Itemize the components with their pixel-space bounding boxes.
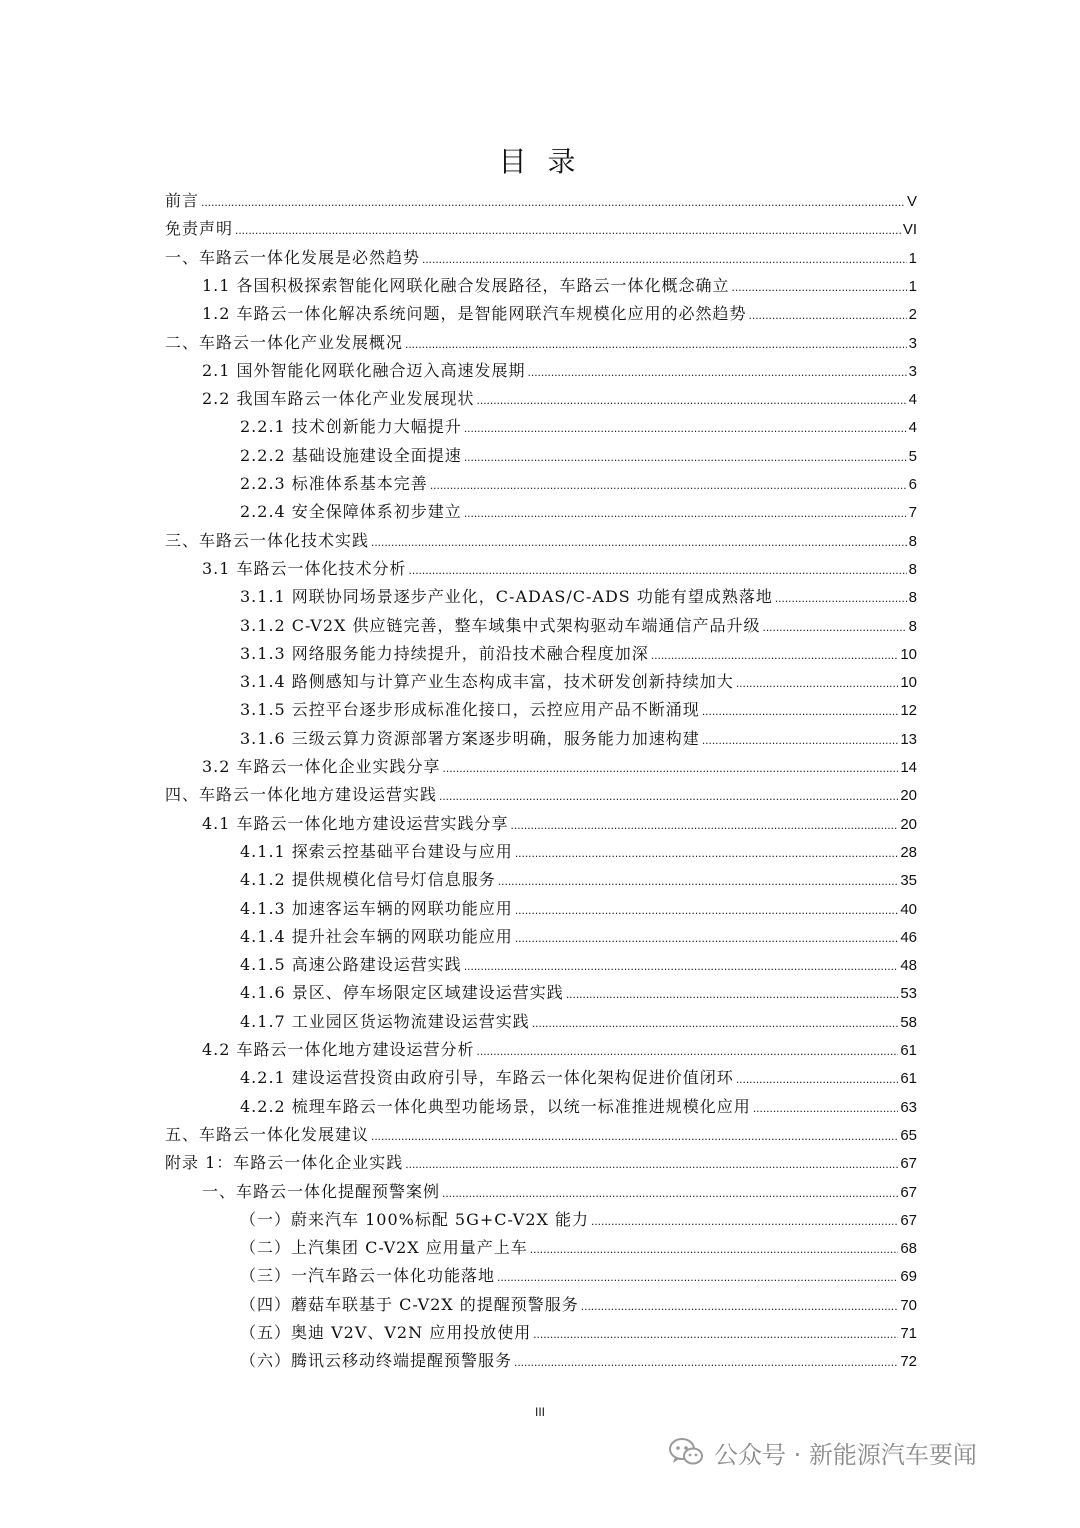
toc-entry-label: 1.1 各国积极探索智能化网联化融合发展路径，车路云一体化概念确立 xyxy=(202,275,730,295)
toc-entry-label: 4.1.2 提供规模化信号灯信息服务 xyxy=(240,870,496,890)
dot-leader xyxy=(515,899,899,918)
dot-leader xyxy=(442,1182,898,1201)
dot-leader xyxy=(497,1266,898,1285)
dot-leader xyxy=(515,842,899,861)
toc-entry-label: 3.1.1 网联协同场景逐步产业化，C-ADAS/C-ADS 功能有望成熟落地 xyxy=(240,587,773,607)
toc-entry xyxy=(165,188,917,216)
toc-entry-label: （二）上汽集团 C-V2X 应用量产上车 xyxy=(240,1238,528,1258)
toc-entry-label: 3.2 车路云一体化企业实践分享 xyxy=(202,757,441,776)
toc-entry-page: 12 xyxy=(900,702,917,720)
toc-entry-label: 2.2 我国车路云一体化产业发展现状 xyxy=(202,389,475,409)
toc-entry-label: 4.1.3 加速客运车辆的网联功能应用 xyxy=(240,898,513,918)
dot-leader xyxy=(439,785,898,804)
toc-entry xyxy=(240,952,917,980)
toc-entry-label: （五）奥迪 V2V、V2N 应用投放使用 xyxy=(240,1323,532,1342)
dot-leader xyxy=(566,983,899,1002)
toc-entry-label: 4.2.2 梳理车路云一体化典型功能场景，以统一标准推进规模化应用 xyxy=(240,1096,751,1116)
toc-entry-page: 71 xyxy=(900,1325,917,1342)
toc-entry xyxy=(202,273,917,301)
toc-entry-page: 40 xyxy=(900,900,917,918)
toc-entry xyxy=(240,471,917,499)
dot-leader xyxy=(515,927,899,946)
toc-entry xyxy=(202,556,917,584)
toc-entry xyxy=(240,980,917,1008)
toc-entry-label: 4.2.1 建设运营投资由政府引导，车路云一体化架构促进价值闭环 xyxy=(240,1068,734,1088)
toc-entry-page: 72 xyxy=(900,1353,917,1371)
toc-entry xyxy=(240,1348,917,1376)
toc-entry-label: 4.1.4 提升社会车辆的网联功能应用 xyxy=(240,926,513,946)
toc-entry-page: 65 xyxy=(900,1126,917,1144)
dot-leader xyxy=(651,644,899,663)
toc-entry-page: 3 xyxy=(908,334,917,352)
toc-entry xyxy=(240,443,917,471)
toc-entry-page: 61 xyxy=(900,1042,917,1059)
dot-leader xyxy=(498,870,899,889)
toc-entry xyxy=(202,811,917,839)
toc-entry-page: 10 xyxy=(900,674,917,692)
toc-entry-page: 69 xyxy=(900,1268,917,1286)
toc-entry-page: 1 xyxy=(908,249,917,267)
toc-entry-label: 3.1.4 路侧感知与计算产业生态构成丰富，技术研发创新持续加大 xyxy=(240,672,734,692)
toc-entry-page: 14 xyxy=(900,759,917,776)
toc-entry xyxy=(202,754,917,782)
toc-entry-page: 3 xyxy=(908,362,917,380)
toc-entry xyxy=(165,1122,917,1150)
toc-entry-page: 13 xyxy=(900,730,917,748)
toc-entry-page: V xyxy=(906,193,917,210)
toc-entry xyxy=(165,330,917,358)
toc-entry-label: （六）腾讯云移动终端提醒预警服务 xyxy=(240,1351,513,1371)
toc-entry-page: 63 xyxy=(900,1098,917,1116)
dot-leader xyxy=(477,1040,899,1059)
toc-entry-page: 53 xyxy=(900,985,917,1003)
toc-entry xyxy=(240,1009,917,1037)
toc-entry xyxy=(240,924,917,952)
toc-entry xyxy=(240,896,917,924)
dot-leader xyxy=(430,474,907,493)
toc-entry xyxy=(240,499,917,527)
dot-leader xyxy=(775,587,907,606)
toc-entry xyxy=(240,839,917,867)
toc-entry-label: 4.1 车路云一体化地方建设运营实践分享 xyxy=(202,813,509,833)
dot-leader xyxy=(405,333,907,352)
toc-entry-label: 2.2.1 技术创新能力大幅提升 xyxy=(240,417,462,437)
toc-entry-page: 46 xyxy=(900,928,917,946)
toc-entry-page: 4 xyxy=(908,419,917,437)
toc-entry xyxy=(240,414,917,442)
watermark xyxy=(668,1432,977,1472)
toc-entry-label: 4.1.5 高速公路建设运营实践 xyxy=(240,955,462,975)
dot-leader xyxy=(422,248,907,267)
toc-entry-label: 五、车路云一体化发展建议 xyxy=(165,1124,370,1144)
dot-leader xyxy=(736,1068,899,1087)
dot-leader xyxy=(409,559,907,578)
dot-leader xyxy=(371,531,907,550)
dot-leader xyxy=(702,700,899,719)
toc-entry-page: 2 xyxy=(908,306,917,324)
dot-leader xyxy=(405,1153,898,1172)
toc-entry-page: 35 xyxy=(900,872,917,890)
dot-leader xyxy=(702,729,899,748)
toc-entry xyxy=(240,1094,917,1122)
toc-entry-page: 20 xyxy=(900,815,917,833)
toc-title: 目 录 xyxy=(498,145,582,178)
toc-entry-page: 7 xyxy=(908,504,917,522)
toc-entry xyxy=(240,641,917,669)
dot-leader xyxy=(514,1351,898,1370)
toc-entry-label: 2.2.3 标准体系基本完善 xyxy=(240,474,428,493)
toc-entry-label: 附录 1：车路云一体化企业实践 xyxy=(165,1153,404,1173)
dot-leader xyxy=(528,361,907,380)
toc-entry-label: 一、车路云一体化提醒预警案例 xyxy=(202,1181,441,1201)
toc-entry-page: 8 xyxy=(908,589,917,607)
toc-entry-page: 6 xyxy=(908,476,917,493)
toc-entry-label: 3.1 车路云一体化技术分析 xyxy=(202,558,407,578)
toc-entry xyxy=(240,1207,917,1235)
dot-leader xyxy=(749,304,907,323)
dot-leader xyxy=(371,1125,898,1144)
toc-entry-page: 8 xyxy=(908,532,917,550)
toc-entry xyxy=(165,245,917,273)
toc-entry xyxy=(240,1065,917,1093)
toc-entry-label: 3.1.6 三级云算力资源部署方案逐步明确，服务能力加速构建 xyxy=(240,728,700,748)
dot-leader xyxy=(763,616,907,635)
toc-entry-page: 1 xyxy=(908,277,917,295)
toc-entry-page: 61 xyxy=(900,1070,917,1088)
toc-entry-page: VI xyxy=(902,221,917,239)
toc-entry-page: 67 xyxy=(900,1155,917,1173)
dot-leader xyxy=(736,672,899,691)
toc-entry-label: （一）蔚来汽车 100%标配 5G+C-V2X 能力 xyxy=(240,1209,589,1229)
page-number: III xyxy=(534,1405,545,1419)
dot-leader xyxy=(530,1238,899,1257)
toc-entry-label: 4.1.7 工业园区货运物流建设运营实践 xyxy=(240,1011,530,1031)
wechat-icon xyxy=(668,1437,704,1467)
dot-leader xyxy=(201,191,905,210)
toc-entry xyxy=(202,1179,917,1207)
toc-entry-page: 20 xyxy=(900,787,917,805)
toc-entry xyxy=(240,1320,917,1348)
toc-entry-page: 8 xyxy=(908,617,917,635)
watermark-text: 公众号 · 新能源汽车要闻 xyxy=(714,1440,977,1469)
dot-leader xyxy=(591,1210,898,1229)
toc-entry-page: 68 xyxy=(900,1240,917,1258)
toc-entry-label: 四、车路云一体化地方建设运营实践 xyxy=(165,785,438,805)
toc-entry xyxy=(240,697,917,725)
toc-entry-label: 3.1.5 云控平台逐步形成标准化接口，云控应用产品不断涌现 xyxy=(240,700,700,720)
toc-entry xyxy=(240,1292,917,1320)
dot-leader xyxy=(581,1295,899,1314)
toc-entry-label: 3.1.2 C-V2X 供应链完善，整车域集中式架构驱动车端通信产品升级 xyxy=(240,615,761,635)
toc-entry xyxy=(240,1263,917,1291)
dot-leader xyxy=(464,502,907,521)
toc-entry xyxy=(165,782,917,810)
toc-entry xyxy=(240,1235,917,1263)
toc-entry-page: 70 xyxy=(900,1296,917,1314)
toc-entry xyxy=(240,613,917,641)
toc-entry-label: （三）一汽车路云一体化功能落地 xyxy=(240,1266,496,1286)
dot-leader xyxy=(464,955,899,974)
toc-entry-page: 67 xyxy=(900,1183,917,1201)
toc-entry-page: 5 xyxy=(908,447,917,465)
toc-entry xyxy=(202,358,917,386)
toc-entry xyxy=(202,386,917,414)
dot-leader xyxy=(464,446,907,465)
toc-entry-page: 4 xyxy=(908,391,917,409)
toc-entry-label: 2.1 国外智能化网联化融合迈入高速发展期 xyxy=(202,360,526,380)
toc-entry-page: 8 xyxy=(908,560,917,578)
toc-entry-page: 10 xyxy=(900,645,917,663)
toc-entry-label: 免责声明 xyxy=(165,219,234,239)
toc-entry-label: 3.1.3 网络服务能力持续提升，前沿技术融合程度加深 xyxy=(240,643,649,663)
toc-entry xyxy=(165,528,917,556)
dot-leader xyxy=(443,757,899,776)
toc-entry-page: 67 xyxy=(900,1211,917,1229)
toc-entry xyxy=(202,1037,917,1065)
toc-entry-page: 28 xyxy=(900,843,917,861)
dot-leader xyxy=(532,1012,899,1031)
dot-leader xyxy=(477,389,907,408)
toc-entry-label: 二、车路云一体化产业发展概况 xyxy=(165,332,404,352)
toc-entry-label: 2.2.4 安全保障体系初步建立 xyxy=(240,502,462,522)
dot-leader xyxy=(235,219,901,238)
toc-entry xyxy=(202,301,917,329)
toc-entry-label: 三、车路云一体化技术实践 xyxy=(165,530,370,550)
dot-leader xyxy=(533,1323,898,1342)
dot-leader xyxy=(753,1097,899,1116)
toc-entry-label: （四）蘑菇车联基于 C-V2X 的提醒预警服务 xyxy=(240,1294,579,1314)
toc-entry-page: 58 xyxy=(900,1013,917,1031)
toc-entry xyxy=(165,216,917,244)
toc-entry-page: 48 xyxy=(900,957,917,975)
dot-leader xyxy=(511,814,899,833)
toc-entry xyxy=(240,669,917,697)
toc-entry-label: 4.1.6 景区、停车场限定区域建设运营实践 xyxy=(240,983,564,1003)
toc-entry xyxy=(240,867,917,895)
toc-entry xyxy=(165,1150,917,1178)
toc-entry-label: 4.1.1 探索云控基础平台建设与应用 xyxy=(240,841,513,861)
dot-leader xyxy=(732,276,907,295)
toc-entry-label: 2.2.2 基础设施建设全面提速 xyxy=(240,445,462,465)
toc-entry-label: 一、车路云一体化发展是必然趋势 xyxy=(165,247,421,267)
toc-entry xyxy=(240,726,917,754)
toc-entry xyxy=(240,584,917,612)
toc-entry-label: 前言 xyxy=(165,191,200,210)
toc-entry-label: 1.2 车路云一体化解决系统问题，是智能网联汽车规模化应用的必然趋势 xyxy=(202,304,747,324)
dot-leader xyxy=(464,417,907,436)
toc-entry-label: 4.2 车路云一体化地方建设运营分析 xyxy=(202,1040,475,1059)
